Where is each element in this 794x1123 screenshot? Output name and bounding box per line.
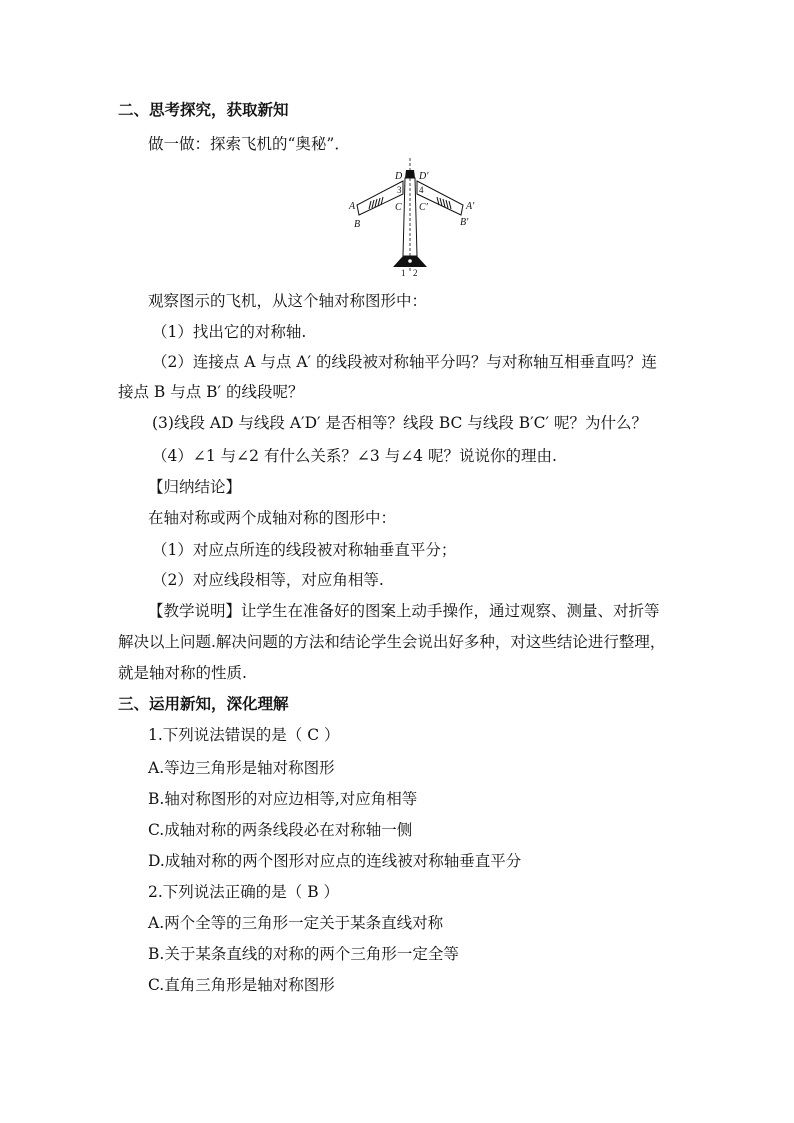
exercise-1-option-b: B.轴对称图形的对应边相等,对应角相等 [148, 790, 418, 808]
section3-heading: 三、运用新知，深化理解 [118, 694, 289, 713]
label-D-prime: D′ [419, 171, 429, 182]
exercise-2-option-a: A.两个全等的三角形一定关于某条直线对称 [148, 914, 444, 932]
label-A-prime: A′ [466, 201, 475, 212]
summary-intro: 在轴对称或两个成轴对称的图形中： [148, 509, 397, 527]
label-A: A [349, 201, 356, 212]
exercise-1-option-c: C.成轴对称的两条线段必在对称轴一侧 [148, 821, 413, 839]
exercise-1-option-d: D.成轴对称的两个图形对应点的连线被对称轴垂直平分 [148, 852, 522, 870]
teaching-note-line3: 就是轴对称的性质. [118, 664, 247, 682]
label-B: B [354, 219, 361, 230]
teaching-note-line2: 解决以上问题.解决问题的方法和结论学生会说出好多种，对这些结论进行整理， [118, 633, 666, 651]
question-1: （1）找出它的对称轴. [152, 323, 307, 341]
exercise-1-option-a: A.等边三角形是轴对称图形 [148, 759, 335, 777]
teaching-note-line1: 【教学说明】让学生在准备好的图案上动手操作，通过观察、测量、对折等 [148, 602, 660, 620]
label-2: 2 [413, 268, 418, 278]
summary-item-1: （1）对应点所连的线段被对称轴垂直平分； [152, 541, 457, 559]
label-B-prime: B′ [460, 217, 469, 228]
label-1: 1 [401, 268, 406, 278]
summary-title: 【归纳结论】 [148, 478, 242, 496]
question-2-line2: 接点 B 与点 B′ 的线段呢？ [118, 383, 304, 401]
question-4: （4）∠1 与∠2 有什么关系？∠3 与∠4 呢？说说你的理由. [152, 447, 557, 465]
summary-item-2: （2）对应线段相等，对应角相等. [152, 571, 384, 589]
label-3: 3 [397, 185, 402, 195]
exercise-2-option-c: C.直角三角形是轴对称图形 [148, 976, 335, 994]
activity-intro: 做一做：探索飞机的“奥秘”． [148, 135, 350, 153]
exercise-2-option-b: B.关于某条直线的对称的两个三角形一定全等 [148, 945, 459, 963]
label-C: C [395, 202, 402, 213]
exercise-2-stem: 2.下列说法正确的是（ B ） [148, 883, 340, 901]
label-D: D [395, 171, 403, 182]
label-4: 4 [419, 185, 424, 195]
observe-text: 观察图示的飞机，从这个轴对称图形中： [148, 292, 428, 310]
airplane-nose [405, 170, 415, 178]
section2-heading: 二、思考探究，获取新知 [118, 100, 289, 119]
question-3: (3)线段 AD 与线段 A′D′ 是否相等？线段 BC 与线段 B′C′ 呢？为什么？ [152, 414, 647, 432]
label-C-prime: C′ [419, 202, 428, 213]
question-2-line1: （2）连接点 A 与点 A′ 的线段被对称轴平分吗？与对称轴互相垂直吗？连 [152, 353, 657, 371]
exercise-1-stem: 1.下列说法错误的是（ C ） [148, 726, 340, 744]
airplane-figure [340, 158, 490, 280]
